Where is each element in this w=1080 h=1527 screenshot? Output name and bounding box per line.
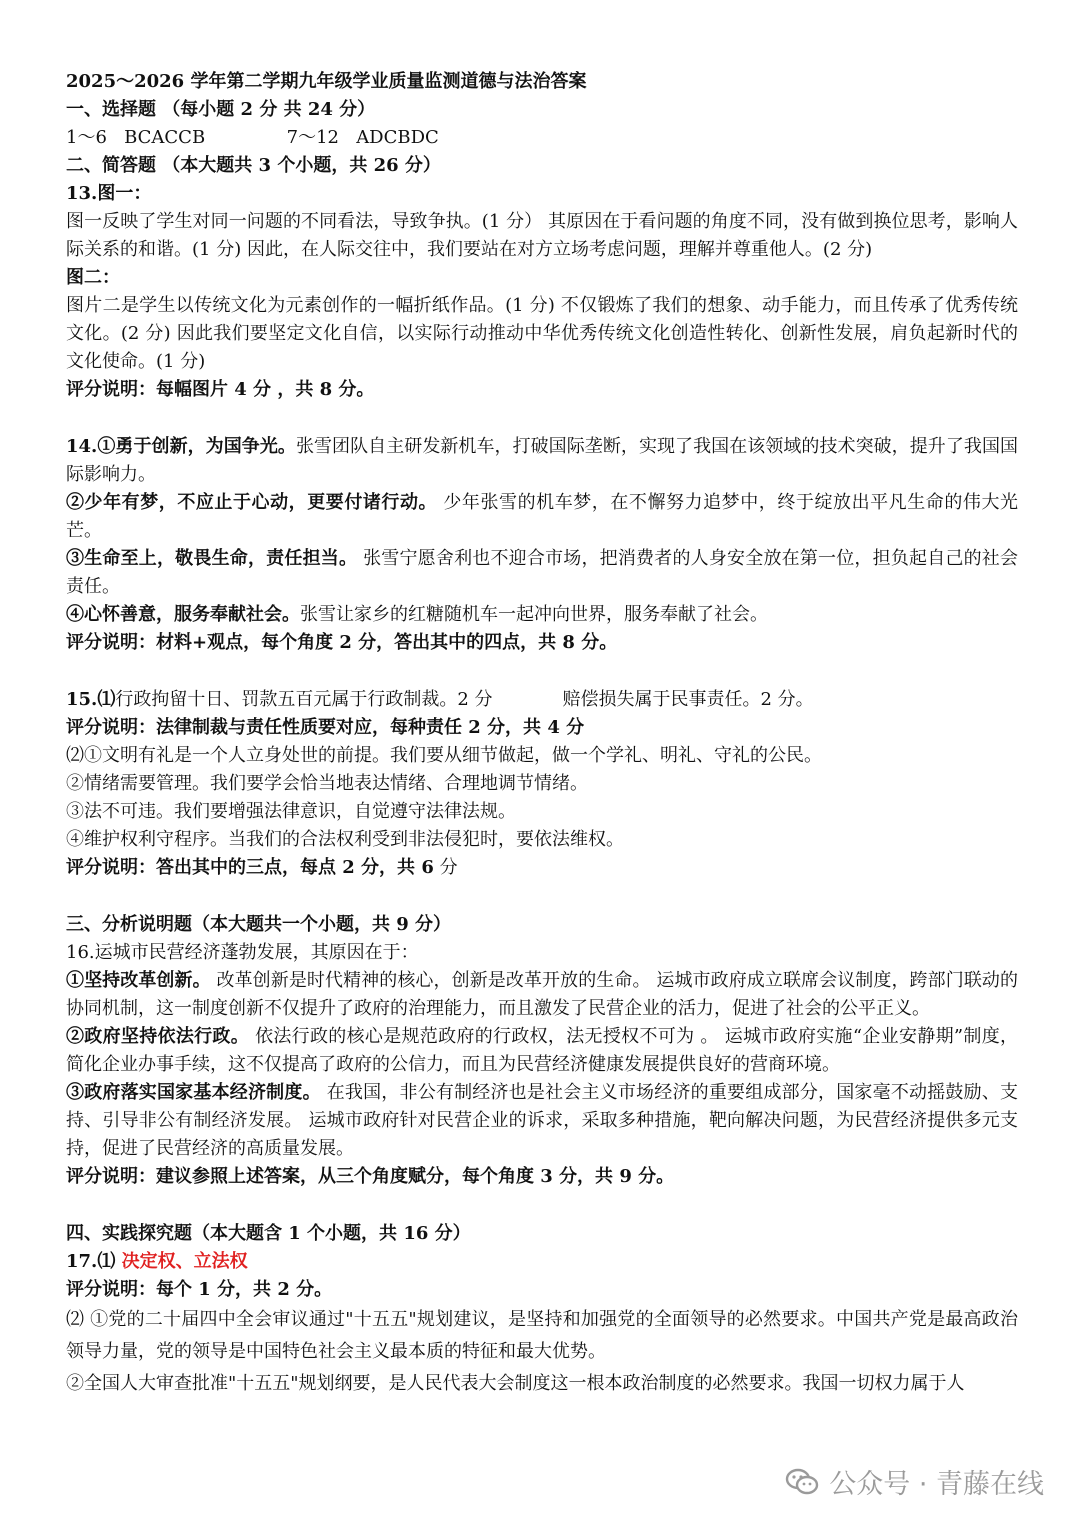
q16-scoring-note: 评分说明：建议参照上述答案，从三个角度赋分，每个角度 3 分，共 9 分。 [66,1166,675,1187]
q14-point-1-head: 14.①勇于创新，为国争光。 [66,436,296,457]
q14-scoring-note: 评分说明：材料+观点，每个角度 2 分，答出其中的四点，共 8 分。 [66,632,618,653]
choice-range-1: 1～6 [66,127,107,148]
q15-part1 [66,686,1018,714]
q16-point-3 [66,1079,1018,1163]
q13-figure2-answer: 图片二是学生以传统文化为元素创作的一幅折纸作品。(1 分) 不仅锻炼了我们的想象、动手能力，而且传承了优秀传统文化。(2 分) 因此我们要坚定文化自信，以实际行动推动中华优秀传统文化创造性转化、创新性发展，肩负起新时代的文化使命。(1 分) [66,295,1018,372]
q13-scoring-note: 评分说明：每幅图片 4 分 ，共 8 分。 [66,379,375,400]
q13-figure1-label: 13.图一： [66,183,152,204]
q14-point-2-head: ②少年有梦，不应止于心动，更要付诸行动。 [66,492,438,513]
q16-point-2-body: 依法行政的核心是规范政府的行政权，法无授权不可为 。 运城市政府实施“企业安静期”制度，简化企业办事手续，这不仅提高了政府的公信力，而且为民营经济健康发展提供良好的营商环境。 [66,1026,1018,1075]
q14-point-3-head: ③生命至上，敬畏生命，责任担当。 [66,548,358,569]
section-4-heading: 四、实践探究题（本大题含 1 个小题，共 16 分） [66,1223,471,1244]
q16-intro: 16.运城市民营经济蓬勃发展，其原因在于： [66,942,419,963]
q15-label: 15.⑴ [66,689,116,710]
q14-point-1 [66,433,1018,489]
q14-point-1-body: 张雪团队自主研发新机车，打破国际垄断，实现了我国在该领域的技术突破，提升了我国国际影响力。 [66,436,1018,485]
choice-answers-2: ADCBDC [356,127,439,148]
choice-answers [66,124,1018,152]
q17-part1 [66,1248,1018,1276]
q15-item-1: ⑵①文明有礼是一个人立身处世的前提。我们要从细节做起，做一个学礼、明礼、守礼的公民。 [66,745,822,766]
q14-point-4 [66,601,1018,629]
q17-label: 17.⑴ [66,1251,122,1272]
section-3-heading: 三、分析说明题（本大题共一个小题，共 9 分） [66,914,452,935]
q15-item-3: ③法不可违。我们要增强法律意识，自觉遵守法律法规。 [66,801,516,822]
section-2-heading: 二、简答题 （本大题共 3 个小题，共 26 分） [66,155,441,176]
choice-range-2: 7～12 [286,127,340,148]
q16-point-3-head: ③政府落实国家基本经济制度。 [66,1082,321,1103]
section-1-heading: 一、选择题 （每小题 2 分 共 24 分） [66,99,376,120]
q16-point-1-head: ①坚持改革创新。 [66,970,211,991]
q13-figure2-label: 图二： [66,267,120,288]
q14-point-2 [66,489,1018,545]
answer-document [66,68,1018,1400]
q15-item-2: ②情绪需要管理。我们要学会恰当地表达情绪、合理地调节情绪。 [66,773,588,794]
watermark-text: 公众号 · 青藤在线 [829,1469,1044,1500]
q15-scoring-note-2-bold: 评分说明：答出其中的三点，每点 2 分，共 6 [66,857,434,878]
watermark [785,1462,1044,1501]
q17-answer: 决定权、立法权 [121,1251,248,1272]
wechat-icon [785,1467,819,1497]
q13-figure1-answer: 图一反映了学生对同一问题的不同看法，导致争执。(1 分） 其原因在于看问题的角度不同，没有做到换位思考，影响人际关系的和谐。(1 分) 因此，在人际交往中，我们要站在对方立场考虑问题，理解并尊重他人。(2 分) [66,211,1018,260]
q17-scoring-note: 评分说明：每个 1 分，共 2 分。 [66,1279,333,1300]
q15-scoring-note-2 [66,854,1018,882]
q14-point-4-body: 张雪让家乡的红糖随机车一起冲向世界，服务奉献了社会。 [300,604,768,625]
q16-point-2 [66,1023,1018,1079]
q15-item-4: ④维护权利守程序。当我们的合法权利受到非法侵犯时，要依法维权。 [66,829,624,850]
q15-part1-a: 行政拘留十日、罚款五百元属于行政制裁。2 分 [115,689,493,710]
q17-point-1: ⑵ ①党的二十届四中全会审议通过"十五五"规划建议，是坚持和加强党的全面领导的必然要求。中国共产党是最高政治领导力量，党的领导是中国特色社会主义最本质的特征和最大优势。 [66,1309,1018,1362]
document-title: 2025～2026 学年第二学期九年级学业质量监测道德与法治答案 [66,71,587,92]
q14-point-4-head: ④心怀善意，服务奉献社会。 [66,604,300,625]
q16-point-3-body: 在我国，非公有制经济也是社会主义市场经济的重要组成部分，国家毫不动摇鼓励、支持、引导非公有制经济发展。 运城市政府针对民营企业的诉求，采取多种措施，靶向解决问题，为民营经济提供多元支持，促进了民营经济的高质量发展。 [66,1082,1019,1159]
q15-scoring-note-1: 评分说明：法律制裁与责任性质要对应，每种责任 2 分，共 4 分 [66,717,585,738]
q14-point-3-body: 张雪宁愿舍利也不迎合市场，把消费者的人身安全放在第一位，担负起自己的社会责任。 [66,548,1019,597]
q16-point-2-head: ②政府坚持依法行政。 [66,1026,250,1047]
q17-point-2: ②全国人大审查批准"十五五"规划纲要，是人民代表大会制度这一根本政治制度的必然要求。我国一切权力属于人 [66,1373,965,1394]
q15-part1-b: 赔偿损失属于民事责任。2 分。 [562,689,814,710]
q15-scoring-note-2-end: 分 [433,857,458,878]
choice-answers-1: BCACCB [124,127,206,148]
q14-point-2-body: 少年张雪的机车梦，在不懈努力追梦中，终于绽放出平凡生命的伟大光芒。 [66,492,1019,541]
q16-point-1 [66,967,1018,1023]
q14-point-3 [66,545,1018,601]
q16-point-1-body: 改革创新是时代精神的核心，创新是改革开放的生命。 运城市政府成立联席会议制度，跨部门联动的协同机制，这一制度创新不仅提升了政府的治理能力，而且激发了民营企业的活力，促进了社会的公平正义。 [66,970,1018,1019]
